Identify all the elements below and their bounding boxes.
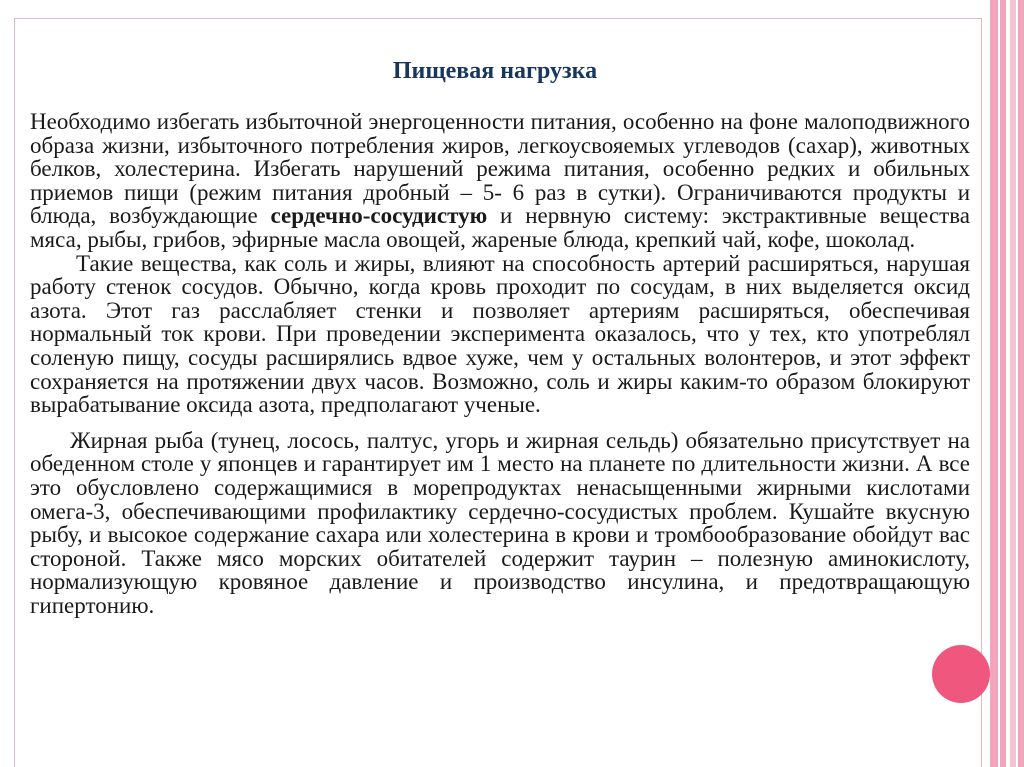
slide-title: Пищевая нагрузка xyxy=(392,58,598,84)
paragraph-1-text-a: Необходимо избегать избыточной энергоценности питания, особенно на фоне малоподвижного образа жизни, избыточного потребления жиров, легкоусвояемых углеводов (сахар), животных белков, холестерина. Избегать нарушений режима питания, особенно редких и обильных приемов пищи (режим питания дробный – 5- 6 раз в сутки). Ограничиваются продукты и блюда, возбуждающие xyxy=(30,109,970,229)
paragraph-3: Жирная рыба (тунец, лосось, палтус, угорь и жирная сельдь) обязательно присутствует на обеденном столе у японцев и гарантирует им 1 место на планете по длительности жизни. А все это обусловлено содержащимися в морепродуктах ненасыщенными жирными кислотами омега-3, обеспечивающими профилактику сердечно-сосудистых проблем. Кушайте вкусную рыбу, и высокое содержание сахара или холестерина в крови и тромбообразование обойдут вас стороной. Также мясо морских обитателей содержит таурин – полезную аминокислоту, нормализующую кровяное давление и производство инсулина, и предотвращающую гипертонию. xyxy=(30,427,970,618)
paragraph-2: Такие вещества, как соль и жиры, влияют на способность артерий расширяться, нарушая работу стенок сосудов. Обычно, когда кровь проходит по сосудам, в них выделяется оксид азота. Этот газ расслабляет стенки и позволяет артериям расширяться, обеспечивая нормальный ток крови. При проведении эксперимента оказалось, что у тех, кто употреблял соленую пищу, сосуды расширялись вдвое хуже, чем у остальных волонтеров, и этот эффект сохраняется на протяжении двух часов. Возможно, соль и жиры каким-то образом блокируют вырабатывание оксида азота, предполагают ученые. xyxy=(30,250,970,418)
paragraph-1 xyxy=(30,110,970,252)
paragraph-1-bold-term: сердечно-сосудистую xyxy=(270,203,488,229)
paragraph-1-text-b: и нервную систему: экстрактивные вещества мяса, рыбы, грибов, эфирные масла овощей, жареные блюда, крепкий чай, кофе, шоколад. xyxy=(30,203,970,252)
decorative-stripes xyxy=(986,0,1024,767)
decorative-circle xyxy=(932,645,990,703)
slide-body xyxy=(30,110,970,617)
